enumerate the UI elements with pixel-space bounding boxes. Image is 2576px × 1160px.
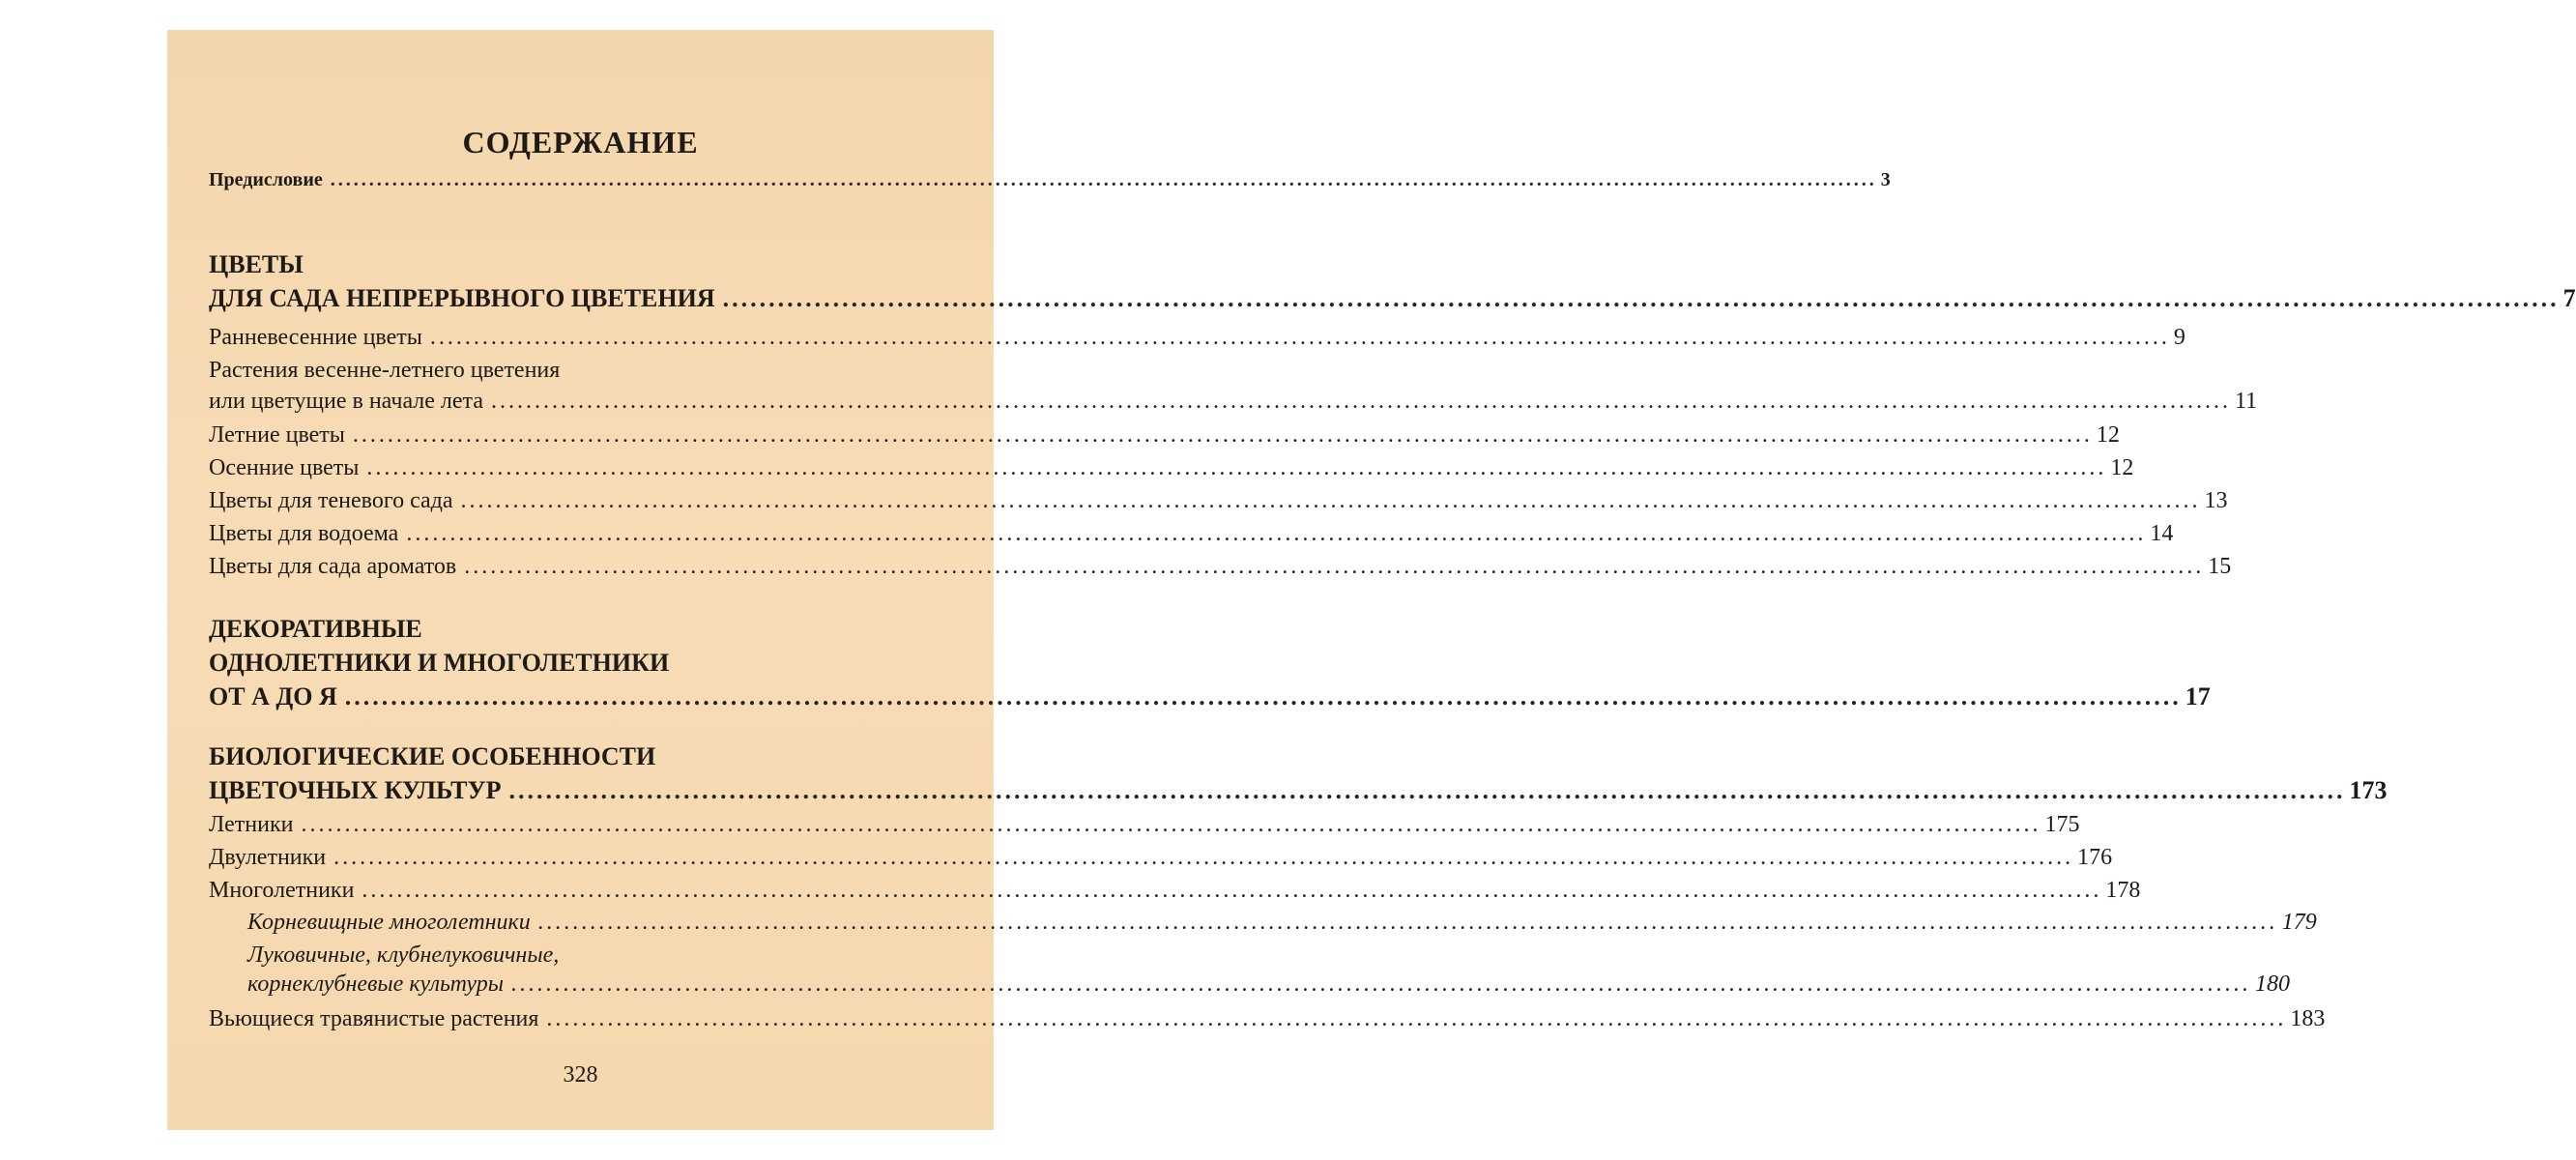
book-page [167,30,2576,1130]
toc-entry [209,325,2185,350]
dot-leader: ........................................................................................................................................................................................................ [406,521,2147,546]
dot-leader: ........................................................................................................................................................................................................ [491,389,2231,414]
toc-entry-text: Цветы для сада ароматов [209,554,457,579]
toc-entry-text: или цветущие в начале лета [209,389,483,414]
toc-entry-text: Вьющиеся травянистые растения [209,1006,539,1031]
toc-entry-text: Цветы для водоема [209,521,399,546]
dot-leader: ........................................................................................................................................................................................................ [537,910,2278,935]
toc-entry-page: 3 [1880,169,1891,190]
toc-entry-page: 7 [2562,284,2576,312]
dot-leader: ........................................................................................................................................................................................................ [464,554,2205,579]
toc-entry-text: Предисловие [209,169,323,190]
toc-section-heading [209,744,910,769]
dot-leader: ........................................................................................................................................................................................................ [362,878,2102,903]
toc-entry-text: ДЕКОРАТИВНЫЕ [209,615,422,643]
dot-leader: ........................................................................................................................................................................................................ [722,284,2560,312]
toc-entry [209,389,2258,414]
toc-entry [209,359,910,382]
dot-leader: ........................................................................................................................................................................................................ [352,422,2093,448]
toc-entry-text: Корневищные многолетники [247,910,531,935]
toc-entry-page: 173 [2349,776,2388,804]
page-number: 328 [563,1062,598,1088]
toc-entry-page: 183 [2290,1006,2326,1031]
dot-leader: ........................................................................................................................................................................................................ [460,488,2201,513]
toc-entry-text: Луковичные, клубнелуковичные, [247,942,560,968]
toc-entry-text: корнеклубневые культуры [247,972,504,997]
toc-entry [209,455,2134,480]
toc-entry-text: ЦВЕТЫ [209,250,304,278]
toc-entry-page: 176 [2077,845,2113,870]
toc-section-heading [209,682,2211,710]
toc-entry-page: 12 [2110,455,2134,480]
dot-leader: ........................................................................................................................................................................................................ [301,812,2041,837]
toc-section-heading [209,252,910,277]
toc-section-heading [209,651,910,676]
dot-leader: ........................................................................................................................................................................................................ [344,682,2182,710]
toc-entry-text: ОТ А ДО Я [209,682,337,710]
toc-entry [209,422,2120,448]
toc-entry-page: 12 [2096,422,2120,448]
toc-entry-text: БИОЛОГИЧЕСКИЕ ОСОБЕННОСТИ [209,742,656,770]
toc-entry [209,845,2113,870]
toc-entry-text: ЦВЕТОЧНЫХ КУЛЬТУР [209,776,502,804]
toc-subentry [247,910,2317,935]
toc-entry-text: Летние цветы [209,422,345,448]
toc-entry [209,812,2080,837]
toc-entry-text: Многолетники [209,878,355,903]
toc-entry-page: 178 [2105,878,2141,903]
dot-leader: ........................................................................................................................................................................................................ [510,972,2251,997]
toc-entry-page: 175 [2044,812,2080,837]
toc-entry [209,521,2174,546]
toc-entry-page: 15 [2208,554,2232,579]
dot-leader: ........................................................................................................................................................................................................ [546,1006,2287,1031]
toc-entry-page: 14 [2150,521,2174,546]
toc-section-heading [209,284,2576,312]
toc-entry-text: Растения весенне-летнего цветения [209,358,561,383]
toc-entry-text: ДЛЯ САДА НЕПРЕРЫВНОГО ЦВЕТЕНИЯ [209,284,715,312]
toc-entry-page: 11 [2235,389,2258,414]
dot-leader: ........................................................................................................................................................................................................ [330,169,1877,190]
toc-entry [209,488,2228,513]
toc-subentry [247,972,2290,997]
dot-leader: ........................................................................................................................................................................................................ [333,845,2074,870]
dot-leader: ........................................................................................................................................................................................................ [366,455,2107,480]
toc-title: СОДЕРЖАНИЕ [462,125,699,160]
toc-entry-page: 179 [2281,910,2317,935]
toc-entry [209,554,2232,579]
toc-entry-page: 9 [2173,325,2185,350]
toc-entry-page: 13 [2204,488,2228,513]
dot-leader: ........................................................................................................................................................................................................ [508,776,2346,804]
toc-entry-text: Летники [209,812,294,837]
toc-entry-text: Ранневесенние цветы [209,325,422,350]
toc-entry-text: Осенние цветы [209,455,360,480]
toc-entry-preface [209,169,1891,190]
toc-entry-page: 180 [2254,972,2290,997]
toc-entry-text: ОДНОЛЕТНИКИ И МНОГОЛЕТНИКИ [209,649,670,677]
toc-entry-text: Цветы для теневого сада [209,488,453,513]
toc-section-heading [209,776,2388,804]
toc-entry-page: 17 [2185,682,2211,710]
toc-entry [209,1006,2326,1031]
toc-subentry [247,943,910,967]
toc-entry [209,878,2141,903]
toc-entry-text: Двулетники [209,845,327,870]
dot-leader: ........................................................................................................................................................................................................ [429,325,2170,350]
toc-section-heading [209,617,910,642]
